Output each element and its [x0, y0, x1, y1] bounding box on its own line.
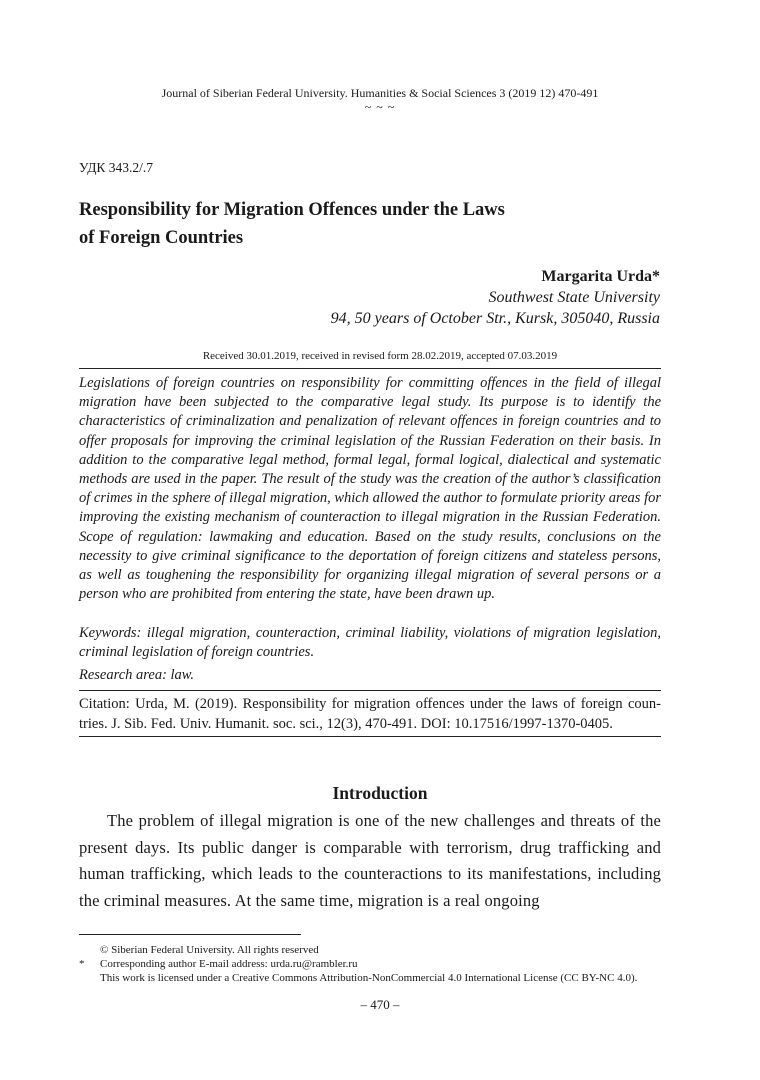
title-line-2: of Foreign Countries — [79, 228, 244, 248]
research-area: Research area: law. — [79, 667, 195, 683]
footnote-license: This work is licensed under a Creative Commons Attribution-NonCommercial 4.0 International License (CC BY-NC 4.0). — [100, 972, 638, 984]
divider — [79, 690, 661, 691]
footnote-divider — [79, 934, 301, 935]
udc-code: УДК 343.2/.7 — [79, 160, 154, 175]
author-block — [331, 266, 660, 329]
page-number: – 470 – — [360, 997, 400, 1012]
citation: Citation: Urda, M. (2019). Responsibility for migration offences under the laws of foreign countries. J. Sib. Fed. Univ. Humanit. soc. sci., 12(3), 470-491. DOI: 10.17516/1997-1370-0405. — [79, 696, 661, 732]
footnote-corresponding: * Corresponding author E-mail address: urda.ru@rambler.ru — [79, 958, 358, 970]
article-title — [79, 196, 639, 252]
header-separator: ~ ~ ~ — [364, 100, 396, 114]
received-dates: Received 30.01.2019, received in revised form 28.02.2019, accepted 07.03.2019 — [202, 350, 558, 362]
body-paragraph: The problem of illegal migration is one of the new challenges and threats of the present days. Its public danger is comparable with terrorism, drug trafficking and human trafficking, which leads to the counteractions to its manifestations, including the criminal measures. At the same time, migration is a real ongoing — [79, 811, 661, 910]
author-name: Margarita Urda* — [541, 268, 660, 285]
footnote-marker: * — [79, 958, 85, 970]
divider — [79, 736, 661, 737]
footnote-copyright: © Siberian Federal University. All rights reserved — [100, 944, 319, 956]
author-affiliation: Southwest State University — [488, 289, 660, 306]
keywords: Keywords: illegal migration, counteraction, criminal liability, violations of migration legislation, criminal legislation of foreign countries. — [79, 625, 661, 661]
author-address: 94, 50 years of October Str., Kursk, 305040, Russia — [330, 310, 660, 327]
abstract: Legislations of foreign countries on responsibility for committing offences in the field of illegal migration have been subjected to the comparative legal study. Its purpose is to identify the characteristics of criminalization and penalization of relevant offences in foreign countries and to offer proposals for improving the criminal legislation of the Russian Federation on their basis. In addition to the comparative legal method, formal legal, formal logical, dialectical and systematic methods are used in the paper. The result of the study was the creation of the author’s classification of crimes in the sphere of illegal migration, which allowed the author to formulate priority areas for improving the existing mechanism of counteraction to illegal migration in the Russian Federation. Scope of regulation: lawmaking and education. Based on the study results, conclusions on the necessity to give criminal significance to the deportation of foreign citizens and stateless persons, as well as toughening the responsibility for organizing illegal migration of several persons or a person who are prohibited from entering the state, have been drawn up. — [79, 375, 661, 603]
section-heading: Introduction — [332, 783, 428, 803]
divider — [79, 368, 661, 369]
title-line-1: Responsibility for Migration Offences under the Laws — [79, 200, 505, 220]
journal-header: Journal of Siberian Federal University. Humanities & Social Sciences 3 (2019 12) 470-491 — [161, 86, 599, 100]
footnotes — [79, 943, 719, 985]
